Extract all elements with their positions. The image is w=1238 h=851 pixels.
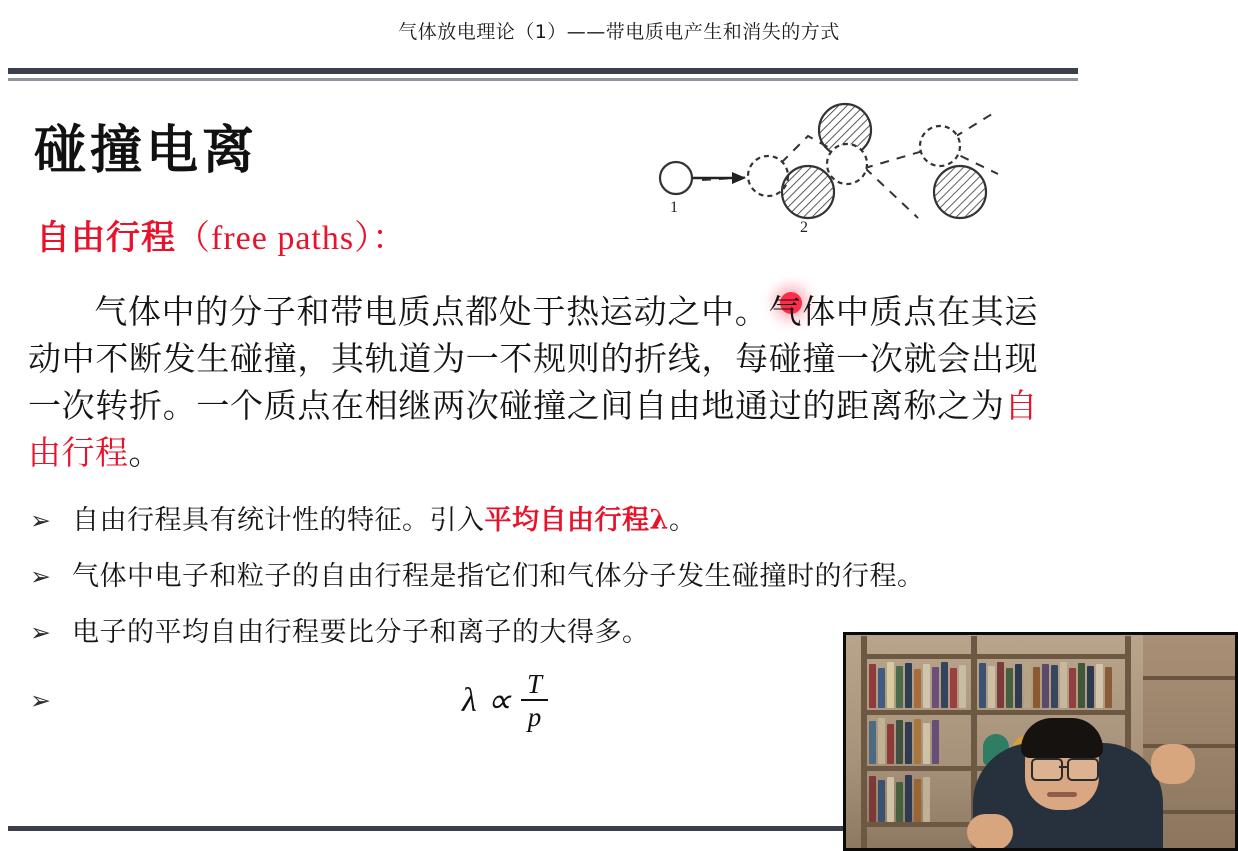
formula-numerator: T xyxy=(527,669,543,699)
list-item xyxy=(30,502,1050,540)
formula-denominator: p xyxy=(527,702,542,733)
webcam-border xyxy=(843,632,1238,851)
bullet-text-before: 自由行程具有统计性的特征。引入 xyxy=(72,505,485,536)
paragraph-tail: 。 xyxy=(128,433,162,472)
webcam-video-overlay[interactable] xyxy=(843,632,1238,851)
top-rule-thick xyxy=(8,68,1078,74)
paragraph-highlight: 自由行程 xyxy=(28,386,1038,472)
paragraph-lead: 气体中的分子和带电质点都处于热运动之中。气体中质点在其运动中不断发生碰撞，其轨道为一不规则的折线，每碰撞一次就会出现一次转折。一个质点在相继两次碰撞之间自由地通过的距离称之为 xyxy=(28,292,1038,425)
subtitle-cn: 自由行程 xyxy=(36,218,176,258)
list-item xyxy=(30,558,1050,596)
bullet-arrow-icon: ➢ xyxy=(30,562,51,591)
diagram-label-1: 1 xyxy=(670,199,678,216)
bullet-arrow-icon: ➢ xyxy=(30,506,51,535)
diagram-label-2: 2 xyxy=(800,219,808,236)
bullet-text: 气体中电子和粒子的自由行程是指它们和气体分子发生碰撞时的行程。 xyxy=(72,561,925,592)
bullet-text-after: 。 xyxy=(668,505,697,536)
formula-lambda: λ xyxy=(462,681,477,719)
bullet-text-highlight: 平均自由行程λ xyxy=(484,505,669,536)
slide-subtitle xyxy=(36,210,407,259)
top-rule-thin xyxy=(8,78,1078,81)
page-title: 气体放电理论（1）——带电质电产生和消失的方式 xyxy=(398,20,840,43)
bullet-text xyxy=(72,502,1050,540)
bullet-arrow-icon: ➢ xyxy=(30,687,51,715)
slide-title: 碰撞电离 xyxy=(34,121,259,181)
page-header xyxy=(0,0,1238,60)
formula-relation: ∝ xyxy=(486,682,512,720)
bullet-text: 电子的平均自由行程要比分子和离子的大得多。 xyxy=(72,617,650,648)
subtitle-en: （free paths）： xyxy=(176,220,408,257)
bullet-arrow-icon: ➢ xyxy=(30,618,51,647)
formula-lambda-proportional xyxy=(462,670,548,732)
formula-fraction xyxy=(521,670,548,732)
body-paragraph xyxy=(28,288,1038,476)
